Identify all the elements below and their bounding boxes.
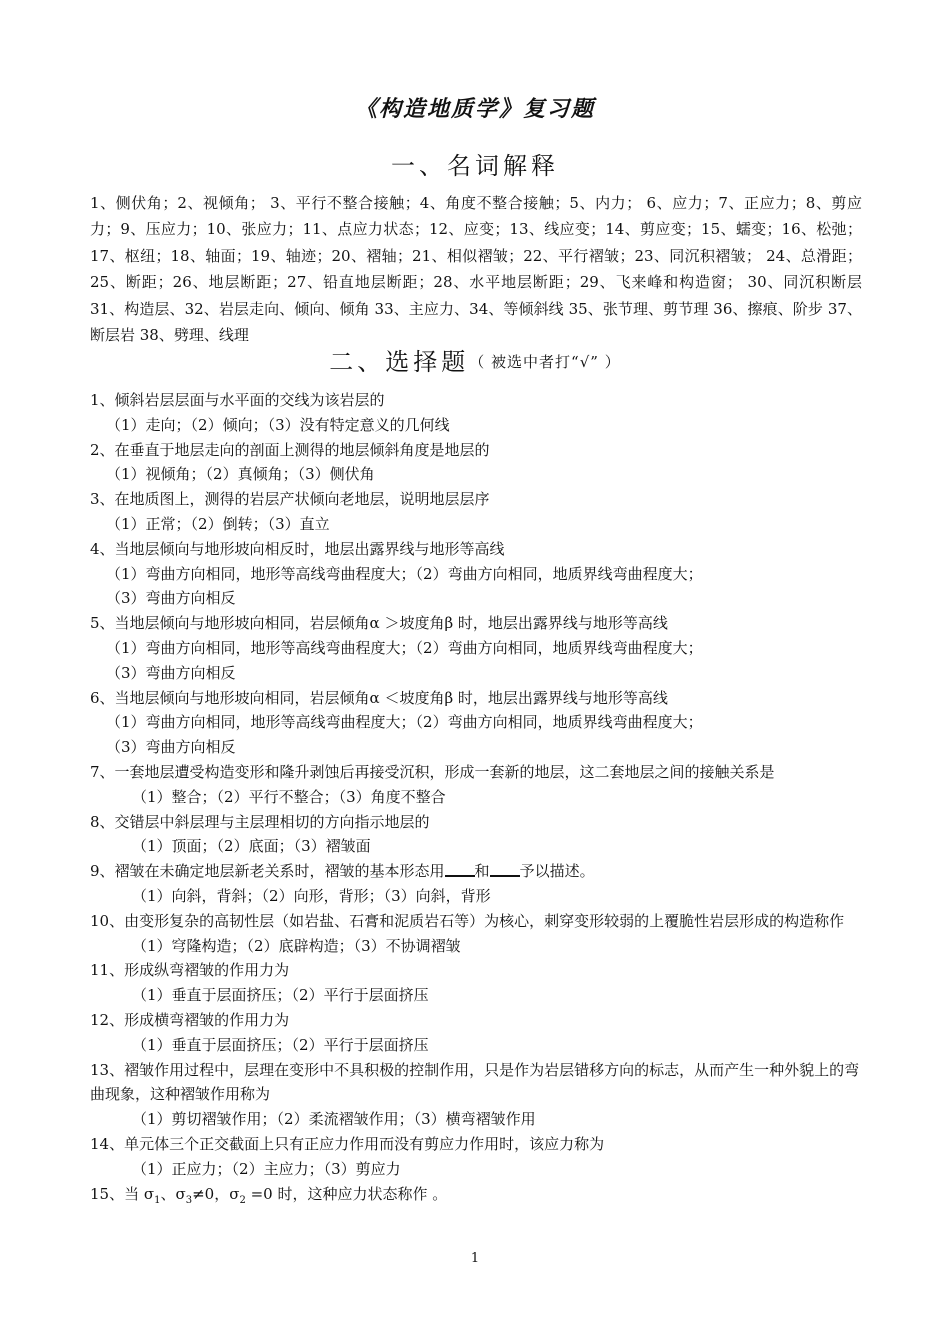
sigma-subscript: 1	[154, 1194, 161, 1206]
question-15	[90, 1182, 862, 1214]
question-5-options: （3）弯曲方向相反	[106, 663, 236, 682]
question-7: 7、一套地层遭受构造变形和隆升剥蚀后再接受沉积，形成一套新的地层，这二套地层之间的接触关系是	[90, 762, 775, 781]
question-5-options: （1）弯曲方向相同，地形等高线弯曲程度大；（2）弯曲方向相同，地质界线弯曲程度大；	[106, 638, 703, 657]
question-6: 6、当地层倾向与地形坡向相同，岩层倾角α ＜坡度角β 时，地层出露界线与地形等高线	[90, 688, 668, 707]
page-number: 1	[470, 1251, 480, 1266]
question-2-options: （1）视倾角；（2）真倾角；（3）侧伏角	[106, 465, 375, 484]
q15-text: 、σ	[160, 1184, 186, 1203]
question-8: 8、交错层中斜层理与主层理相切的方向指示地层的	[90, 812, 430, 831]
q15-text: =0 时，这种应力状态称作 。	[245, 1184, 448, 1203]
question-9-text-a: 9、褶皱在未确定地层新老关系时，褶皱的基本形态用	[90, 862, 445, 881]
question-9-text-b: 和	[474, 862, 490, 881]
question-9-text-c: 予以描述。	[519, 862, 595, 881]
fill-blank	[445, 861, 475, 877]
question-3-options: （1）正常；（2）倒转；（3）直立	[106, 514, 330, 533]
question-10-options: （1）穹隆构造；（2）底辟构造；（3）不协调褶皱	[132, 936, 461, 955]
question-11-options: （1）垂直于层面挤压；（2）平行于层面挤压	[132, 986, 429, 1005]
terms-paragraph: 1、侧伏角；2、视倾角； 3、平行不整合接触；4、角度不整合接触；5、内力； 6、应力；7、正应力；8、剪应力；9、压应力；10、张应力；11、点应力状态；12、应变；13、线应变；14、剪应变；15、蠕变；16、松弛； 17、枢纽；18、轴面；19、轴迹；20、褶轴；21、相似褶皱；22、平行褶皱；23、同沉积褶皱； 24、总滑距；25、断距；26、地层断距；27、铅直地层断距；28、水平地层断距；29、飞来峰和构造窗； 30、同沉积断层 31、构造层、32、岩层走向、倾向、倾角 33、主应力、34、等倾斜线 35、张节理、剪节理 36、擦痕、阶步 37、断层岩 38、劈理、线理	[90, 194, 862, 345]
question-1-options: （1）走向；（2）倾向；（3）没有特定意义的几何线	[106, 415, 450, 434]
section-heading-choice	[0, 342, 950, 377]
question-14-options: （1）正应力；（2）主应力；（3）剪应力	[132, 1159, 401, 1178]
question-5: 5、当地层倾向与地形坡向相同，岩层倾角α ＞坡度角β 时，地层出露界线与地形等高线	[90, 614, 668, 633]
question-3: 3、在地质图上，测得的岩层产状倾向老地层，说明地层层序	[90, 490, 490, 509]
q15-text: ≠0，σ	[192, 1184, 240, 1203]
question-8-options: （1）顶面；（2）底面；（3）褶皱面	[132, 837, 371, 856]
question-4-options: （1）弯曲方向相同，地形等高线弯曲程度大；（2）弯曲方向相同，地质界线弯曲程度大；	[106, 564, 703, 583]
document-title: 《构造地质学》复习题	[354, 96, 595, 122]
question-10: 10、由变形复杂的高韧性层（如岩盐、石膏和泥质岩石等）为核心，刺穿变形较弱的上覆脆性岩层形成的构造称作	[90, 911, 845, 930]
question-2: 2、在垂直于地层走向的剖面上测得的地层倾斜角度是地层的	[90, 440, 490, 459]
question-12: 12、形成横弯褶皱的作用力为	[90, 1010, 290, 1029]
question-9	[90, 859, 862, 884]
q15-text: 15、当 σ	[90, 1184, 155, 1203]
question-4: 4、当地层倾向与地形坡向相反时，地层出露界线与地形等高线	[90, 539, 505, 558]
question-6-options: （3）弯曲方向相反	[106, 738, 236, 757]
fill-blank	[490, 861, 520, 877]
question-6-options: （1）弯曲方向相同，地形等高线弯曲程度大；（2）弯曲方向相同，地质界线弯曲程度大；	[106, 713, 703, 732]
sigma-subscript: 2	[239, 1194, 246, 1206]
section-heading-note: （ 被选中者打“√” ）	[469, 353, 621, 371]
section-heading-text: 二、选择题	[329, 348, 470, 376]
question-list	[90, 388, 862, 1213]
question-7-options: （1）整合；（2）平行不整合；（3）角度不整合	[132, 787, 446, 806]
question-1: 1、倾斜岩层层面与水平面的交线为该岩层的	[90, 391, 385, 409]
question-11: 11、形成纵弯褶皱的作用力为	[90, 961, 290, 980]
question-12-options: （1）垂直于层面挤压；（2）平行于层面挤压	[132, 1035, 429, 1054]
question-14: 14、单元体三个正交截面上只有正应力作用而没有剪应力作用时，该应力称为	[90, 1134, 605, 1153]
sigma-subscript: 3	[185, 1194, 193, 1206]
question-13: 13、褶皱作用过程中，层理在变形中不具积极的控制作用，只是作为岩层错移方向的标志，从而产生一种外貌上的弯曲现象，这种褶皱作用称为	[90, 1060, 860, 1104]
question-4-options: （3）弯曲方向相反	[106, 589, 236, 608]
question-13-options: （1）剪切褶皱作用；（2）柔流褶皱作用；（3）横弯褶皱作用	[132, 1110, 536, 1129]
question-9-options: （1）向斜，背斜；（2）向形，背形；（3）向斜，背形	[132, 886, 491, 905]
section-heading-terms: 一、名词解释	[391, 152, 559, 180]
